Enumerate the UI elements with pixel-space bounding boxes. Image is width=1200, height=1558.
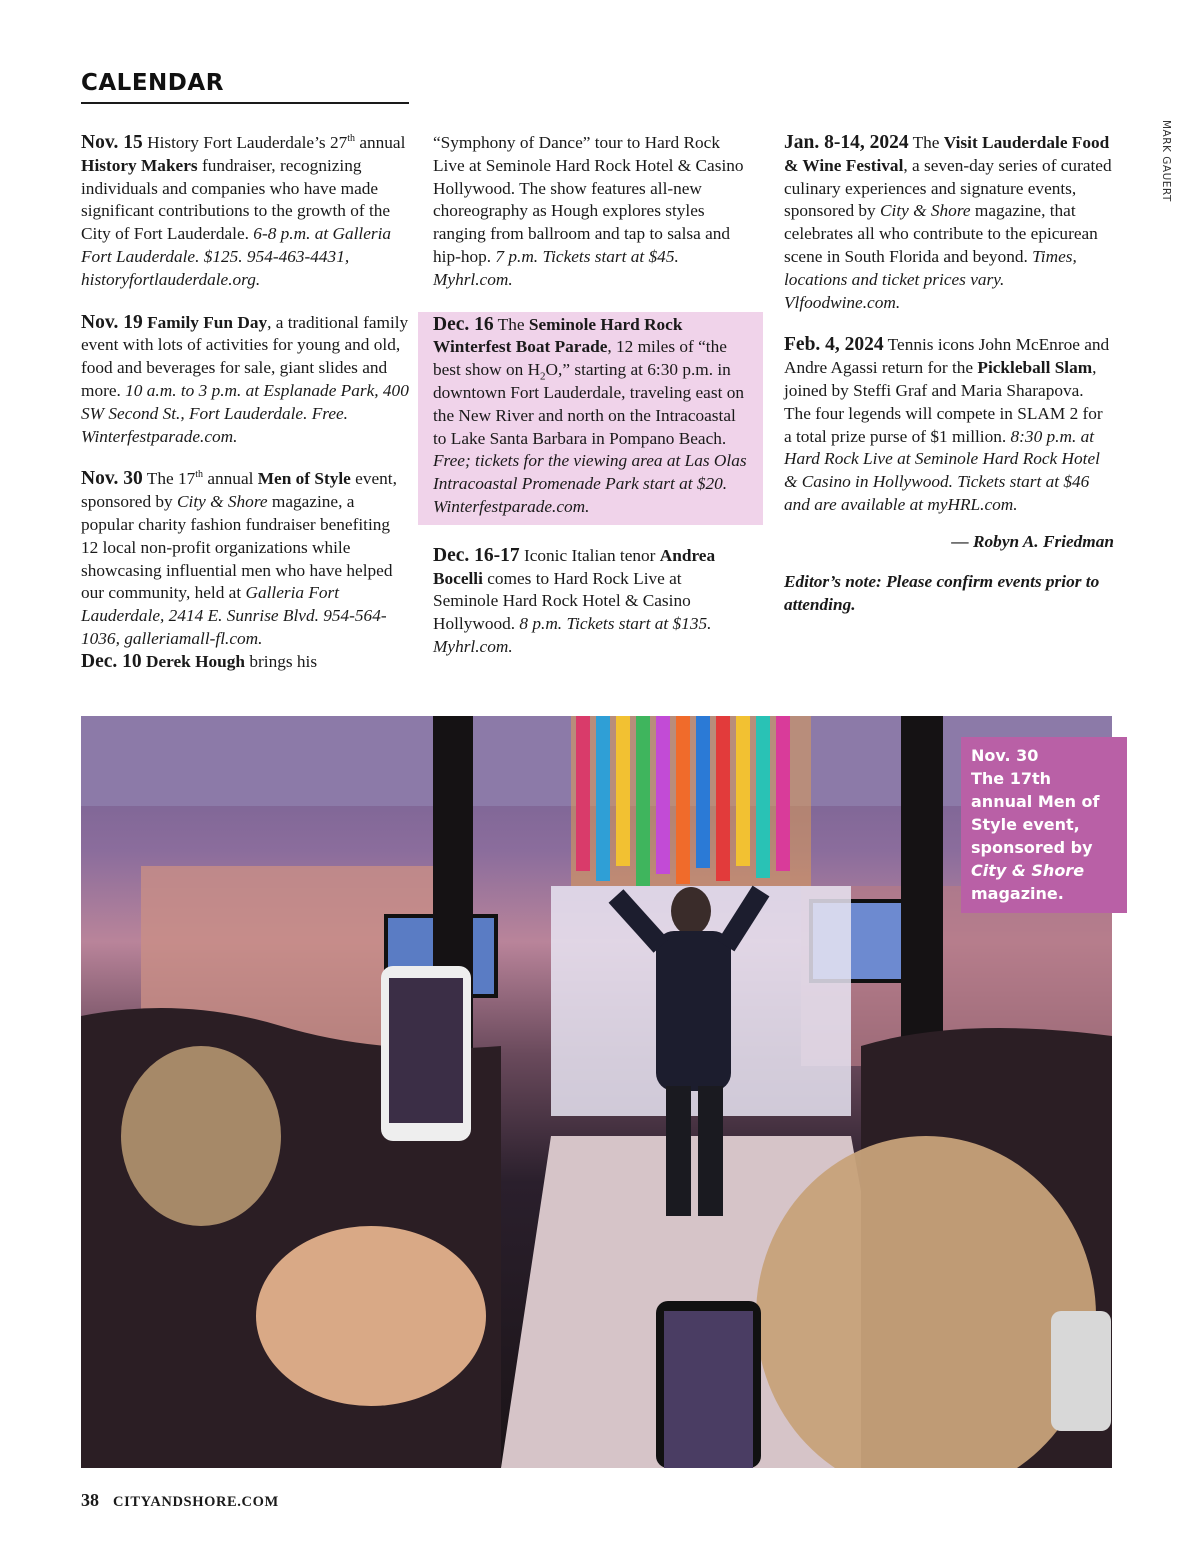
page-footer <box>81 1490 279 1511</box>
event-name: Derek Hough <box>145 651 246 671</box>
event-entry-feb-4: Feb. 4, 2024 Tennis icons John McEnroe and Andre Agassi return for the Pickleball Slam, joined by Steffi Graf and Maria Sharapova. The four legends will compete in SLAM 2 for a total prize purse of $1 million. 8:30 p.m. at Hard Rock Live at Seminole Hard Rock Hotel & Casino in Hollywood. Tickets start at $46 and are available at myHRL.com. <box>784 334 1110 514</box>
event-details: Galleria Fort Lauderdale, 2414 E. Sunrise Blvd. 954-564-1036, galleriamall-fl.com. <box>81 583 387 648</box>
event-details: 8 p.m. Tickets start at $135. Myhrl.com. <box>433 614 712 656</box>
event-date: Nov. 19 <box>81 311 143 333</box>
phone-left <box>381 966 471 1141</box>
photo-illustration <box>81 716 1112 1468</box>
photo-caption <box>961 737 1127 913</box>
event-name: History Makers <box>81 155 198 175</box>
section-title: CALENDAR <box>81 70 224 96</box>
event-details: 6-8 p.m. at Galleria Fort Lauderdale. $125. 954-463-4431, historyfortlauderdale.org. <box>81 224 392 289</box>
event-entry-dec-16-highlight: Dec. 16 The Seminole Hard Rock Winterfest Boat Parade, 12 miles of “the best show on $H_2O$,” starting at 6:30 p.m. in downtown Fort Lauderdale, traveling east on the New River and north on the Intracoastal to Lake Santa Barbara in Pompano Beach. Free; tickets for the viewing area at Las Olas Intracoastal Promenade Park start at $20. Winterfestparade.com. <box>418 312 763 525</box>
ribbon-canopy <box>571 716 811 886</box>
photo-credit: MARK GAUERT <box>1160 120 1172 202</box>
event-entry-nov-15: Nov. 15 History Fort Lauderdale’s 27th annual History Makers fundraiser, recognizing individuals and companies who have made significant contributions to the growth of the City of Fort Lauderdale. 6-8 p.m. at Galleria Fort Lauderdale. $125. 954-463-4431, historyfortlauderdale.org. <box>81 132 406 289</box>
publication-name: City & Shore <box>880 201 971 221</box>
event-details: 10 a.m. to 3 p.m. at Esplanade Park, 400 SW Second St., Fort Lauderdale. Free. Winterfestparade.com. <box>81 380 409 446</box>
event-details: Times, locations and ticket prices vary. Vlfoodwine.com. <box>784 246 1077 312</box>
caption-text: The 17th annual Men of Style event, sponsored by City & Shore magazine. <box>971 769 1100 903</box>
event-entry-nov-30: Nov. 30 The 17th annual Men of Style event, sponsored by City & Shore magazine, a popular charity fashion fundraiser benefiting 12 local non-profit organizations while showcasing influential men who have helped our community, held at Galleria Fort Lauderdale, 2414 E. Sunrise Blvd. 954-564-1036, galleriamall-fl.com. <box>81 468 397 648</box>
column-3 <box>784 132 1114 634</box>
event-photo <box>81 716 1112 1468</box>
event-details: Free; tickets for the viewing area at Las Olas Intracoastal Promenade Park start at $20. Winterfestparade.com. <box>433 451 747 516</box>
event-entry-nov-19: Nov. 19 Family Fun Day, a traditional family event with lots of activities for young and old, food and beverages for sale, giant slides and more. 10 a.m. to 3 p.m. at Esplanade Park, 400 SW Second St., Fort Lauderdale. Free. Winterfestparade.com. <box>81 311 409 446</box>
event-name: Pickleball Slam <box>977 358 1093 378</box>
event-entry-jan-8-14: Jan. 8-14, 2024 The Visit Lauderdale Food & Wine Festival, a seven-day series of curated culinary experiences and signature events, sponsored by City & Shore magazine, that celebrates all who contribute to the epicurean scene in South Florida and beyond. Times, locations and ticket prices vary. Vlfoodwine.com. <box>784 132 1112 312</box>
event-date: Nov. 30 <box>81 468 143 490</box>
phone-center <box>656 1301 761 1468</box>
event-entry-dec-10-continued: “Symphony of Dance” tour to Hard Rock Live at Seminole Hard Rock Hotel & Casino Hollywood. The show features all-new choreography as Hough explores styles ranging from ballroom and tap to salsa and hip-hop. 7 p.m. Tickets start at $45. Myhrl.com. <box>433 133 744 289</box>
event-entry-dec-16-17: Dec. 16-17 Iconic Italian tenor Andrea Bocelli comes to Hard Rock Live at Seminole Hard Rock Hotel & Casino Hollywood. 8 p.m. Tickets start at $135. Myhrl.com. <box>433 544 716 656</box>
author-byline: — Robyn A. Friedman <box>951 531 1114 551</box>
publication-name: City & Shore <box>177 492 268 512</box>
hand-foreground <box>256 1226 486 1406</box>
event-date: Nov. 15 <box>81 132 143 153</box>
event-date: Dec. 16-17 <box>433 544 520 566</box>
publication-name: City & Shore <box>971 861 1085 880</box>
event-name: Men of Style <box>257 469 351 489</box>
section-header <box>81 70 409 104</box>
event-date: Dec. 10 <box>81 650 142 672</box>
head-foreground-left <box>121 1046 281 1226</box>
column-1 <box>81 132 411 694</box>
event-name: Seminole Hard Rock Winterfest Boat Parade <box>433 314 683 357</box>
event-name: Visit Lauderdale Food & Wine Festival <box>784 133 1110 175</box>
event-details: 7 p.m. Tickets start at $45. Myhrl.com. <box>433 246 679 289</box>
page-number: 38 <box>81 1490 99 1510</box>
event-date: Dec. 16 <box>433 313 494 335</box>
event-date: Jan. 8-14, 2024 <box>784 132 909 153</box>
website-name: CITYANDSHORE.COM <box>113 1494 279 1510</box>
editors-note: Editor’s note: Please confirm events prior to attending. <box>784 571 1100 614</box>
event-entry-dec-10: Dec. 10 Derek Hough brings his <box>81 650 318 672</box>
event-date: Feb. 4, 2024 <box>784 334 884 356</box>
event-name: Andrea Bocelli <box>433 545 716 588</box>
event-details: 8:30 p.m. at Hard Rock Live at Seminole Hard Rock Hotel & Casino in Hollywood. Tickets start at $46 and are available at myHRL.com. <box>784 426 1100 514</box>
caption-date: Nov. 30 <box>971 746 1039 765</box>
event-name: Family Fun Day <box>147 312 268 332</box>
phone-right <box>1051 1311 1111 1431</box>
column-2 <box>433 132 748 679</box>
